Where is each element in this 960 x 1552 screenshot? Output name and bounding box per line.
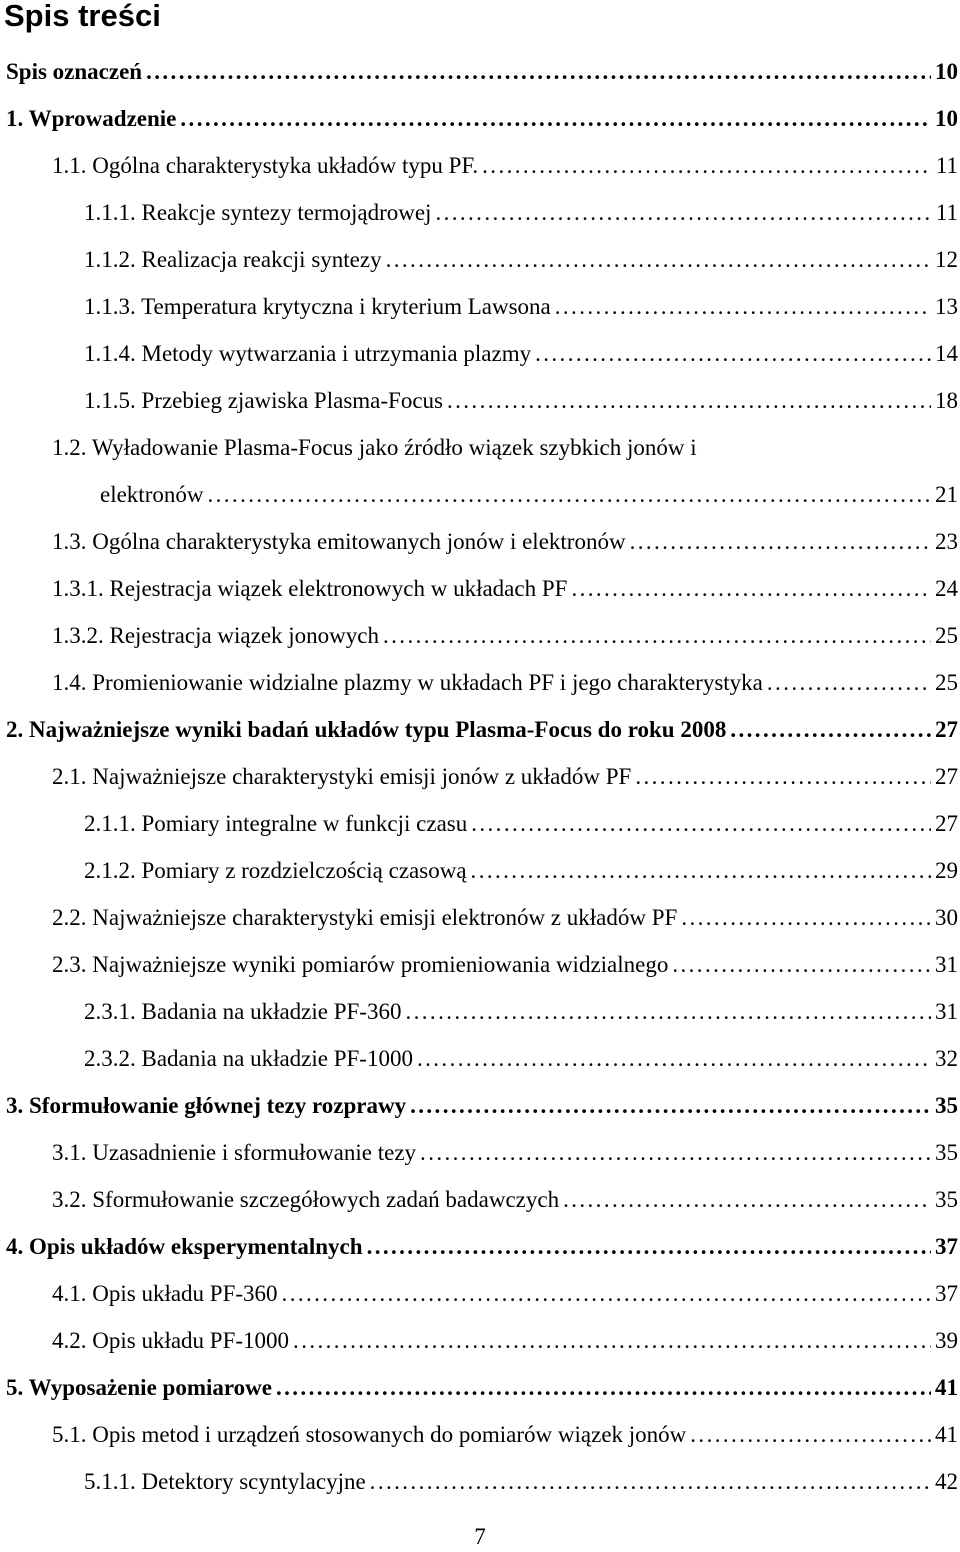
dot-leader	[690, 1420, 931, 1450]
toc-entry-title: Temperatura krytyczna i kryterium Lawsona	[135, 294, 551, 319]
toc-entry-title: Pomiary integralne w funkcji czasu	[135, 811, 468, 836]
dot-leader	[471, 856, 931, 886]
toc-entry[interactable]	[52, 1185, 960, 1215]
toc-entry-page: 32	[935, 1046, 958, 1071]
toc-entry-title: Metody wytwarzania i utrzymania plazmy	[135, 341, 532, 366]
toc-entry-number: 5.	[6, 1375, 24, 1400]
toc-entry[interactable]	[6, 715, 960, 745]
dot-leader	[410, 1091, 931, 1121]
toc-entry-number: 1.3.1.	[52, 576, 104, 601]
toc-entry-title: Detektory scyntylacyjne	[135, 1469, 366, 1494]
toc-entry[interactable]	[84, 997, 960, 1027]
toc-entry-page: 13	[935, 294, 958, 319]
dot-leader	[672, 950, 931, 980]
dot-leader	[146, 57, 931, 87]
toc-entry-title: Reakcje syntezy termojądrowej	[135, 200, 432, 225]
toc-entry-title: Sformułowanie szczegółowych zadań badawczych	[86, 1187, 560, 1212]
toc-entry-number: 1.1.2.	[84, 247, 136, 272]
toc-entry[interactable]	[84, 292, 960, 322]
toc-entry-number: 3.1.	[52, 1140, 87, 1165]
toc-entry-title: Sformułowanie głównej tezy rozprawy	[23, 1093, 407, 1118]
toc-entry[interactable]	[52, 527, 960, 557]
toc-entry-page: 39	[935, 1328, 958, 1353]
toc-entry[interactable]	[6, 1373, 960, 1403]
toc-entry-title: Badania na układzie PF-1000	[135, 1046, 413, 1071]
toc-entry-number: 3.2.	[52, 1187, 87, 1212]
toc-entry[interactable]	[52, 668, 960, 698]
toc-entry-page: 37	[935, 1281, 958, 1306]
toc-entry-page: 25	[935, 623, 958, 648]
toc-entry-title: Realizacja reakcji syntezy	[135, 247, 382, 272]
toc-entry-number: 1.1.	[52, 153, 87, 178]
toc-entry-number: 1.1.3.	[84, 294, 136, 319]
toc-entry-title: Najważniejsze charakterystyki emisji elektronów z układów PF	[86, 905, 678, 930]
toc-entry-page: 23	[935, 529, 958, 554]
toc-entry-page: 11	[935, 200, 958, 225]
toc-entry-number: 5.1.	[52, 1422, 87, 1447]
toc-entry[interactable]	[6, 104, 960, 134]
toc-entry[interactable]	[52, 1420, 960, 1450]
toc-entry[interactable]	[52, 903, 960, 933]
toc-entry[interactable]	[52, 151, 960, 181]
toc-entry-title: Spis oznaczeń	[6, 59, 143, 84]
toc-entry[interactable]	[6, 1091, 960, 1121]
toc-entry-page: 21	[935, 482, 958, 507]
toc-entry-page: 27	[935, 764, 958, 789]
toc-entry[interactable]	[84, 245, 960, 275]
toc-entry-title: Badania na układzie PF-360	[135, 999, 402, 1024]
dot-leader	[630, 527, 931, 557]
toc-entry-number: 1.3.	[52, 529, 87, 554]
toc-entry-number: 1.1.5.	[84, 388, 136, 413]
dot-leader	[681, 903, 931, 933]
dot-leader	[367, 1232, 931, 1262]
toc-entry-title: Ogólna charakterystyka emitowanych jonów i elektronów	[86, 529, 626, 554]
toc-entry[interactable]	[84, 1044, 960, 1074]
toc-entry-number: 2.2.	[52, 905, 87, 930]
toc-entry-page: 12	[935, 247, 958, 272]
toc-entry-number: 4.1.	[52, 1281, 87, 1306]
toc-entry-page: 27	[935, 717, 958, 742]
dot-leader	[405, 997, 931, 1027]
dot-leader	[207, 480, 931, 510]
toc-entry-title: Opis metod i urządzeń stosowanych do pomiarów wiązek jonów	[86, 1422, 687, 1447]
toc-entry[interactable]	[84, 339, 960, 369]
toc-entry-page: 10	[935, 106, 958, 131]
toc-entry-page: 31	[935, 999, 958, 1024]
dot-leader	[555, 292, 931, 322]
toc-entry-page: 18	[935, 388, 958, 413]
toc-entry-page: 41	[935, 1375, 958, 1400]
toc-entry[interactable]	[52, 1138, 960, 1168]
toc-entry-number: 2.	[6, 717, 24, 742]
toc-entry-title: Ogólna charakterystyka układów typu PF.	[86, 153, 479, 178]
toc-entry-number: 5.1.1.	[84, 1469, 136, 1494]
toc-entry-number: 1.	[6, 106, 24, 131]
toc-entry-page: 14	[935, 341, 958, 366]
dot-leader	[471, 809, 931, 839]
toc-entry-page: 25	[935, 670, 958, 695]
toc-entry[interactable]	[52, 1279, 960, 1309]
dot-leader	[435, 198, 931, 228]
toc-entry-page: 31	[935, 952, 958, 977]
dot-leader	[276, 1373, 931, 1403]
dot-leader	[482, 151, 932, 181]
toc-entry-title: Opis układu PF-1000	[86, 1328, 290, 1353]
toc-entry[interactable]	[84, 386, 960, 416]
toc-entry[interactable]	[84, 198, 960, 228]
toc-entry-title: Najważniejsze charakterystyki emisji jonów z układów PF	[86, 764, 632, 789]
toc-entry-title: Rejestracja wiązek elektronowych w układach PF	[103, 576, 568, 601]
toc-entry-number: 1.1.4.	[84, 341, 136, 366]
toc-entry-title: Wyładowanie Plasma-Focus jako źródło wiązek szybkich jonów i	[86, 435, 697, 460]
toc-entry-title: Promieniowanie widzialne plazmy w układach PF i jego charakterystyka	[86, 670, 763, 695]
toc-entry-page: 35	[935, 1093, 958, 1118]
dot-leader	[535, 339, 931, 369]
toc-entry-title: Pomiary z rozdzielczością czasową	[135, 858, 467, 883]
toc-entry-page: 35	[935, 1187, 958, 1212]
toc-entry-number: 2.1.	[52, 764, 87, 789]
dot-leader	[767, 668, 931, 698]
toc-entry-number: 1.4.	[52, 670, 87, 695]
dot-leader	[383, 621, 931, 651]
toc-entry-title: Najważniejsze wyniki pomiarów promieniowania widzialnego	[86, 952, 669, 977]
toc-entry-number: 1.1.1.	[84, 200, 136, 225]
dot-leader	[282, 1279, 931, 1309]
toc-entry-page: 41	[935, 1422, 958, 1447]
toc-entry[interactable]	[6, 57, 960, 87]
toc-entry[interactable]	[52, 1326, 960, 1356]
toc-entry[interactable]	[84, 809, 960, 839]
dot-leader	[447, 386, 931, 416]
toc-entry[interactable]	[6, 1232, 960, 1262]
toc-entry-number: 3.	[6, 1093, 24, 1118]
toc-entry-page: 35	[935, 1140, 958, 1165]
page-title: Spis treści	[4, 0, 161, 33]
toc-entry[interactable]	[52, 950, 960, 980]
toc-entry-title-continued: elektronów	[100, 482, 204, 507]
page-number: 7	[474, 1524, 486, 1549]
dot-leader	[730, 715, 931, 745]
toc-entry[interactable]	[52, 574, 960, 604]
dot-leader	[635, 762, 931, 792]
dot-leader	[420, 1138, 931, 1168]
toc-entry-page: 37	[935, 1234, 958, 1259]
toc-entry-number: 1.2.	[52, 435, 87, 460]
toc-entry-number: 1.3.2.	[52, 623, 104, 648]
toc-entry-title: Wprowadzenie	[23, 106, 177, 131]
toc-entry-title: Rejestracja wiązek jonowych	[103, 623, 379, 648]
toc-entry-page: 30	[935, 905, 958, 930]
toc-entry-continuation[interactable]	[100, 480, 960, 510]
dot-leader	[563, 1185, 931, 1215]
toc-entry[interactable]	[52, 621, 960, 651]
toc-entry-page: 27	[935, 811, 958, 836]
toc-entry-title: Wyposażenie pomiarowe	[23, 1375, 272, 1400]
toc-entry-title: Uzasadnienie i sformułowanie tezy	[86, 1140, 417, 1165]
toc-entry-number: 4.2.	[52, 1328, 87, 1353]
dot-leader	[417, 1044, 931, 1074]
dot-leader	[370, 1467, 931, 1497]
toc-entry-number: 2.3.1.	[84, 999, 136, 1024]
toc-entry-page: 29	[935, 858, 958, 883]
toc-entry[interactable]	[52, 762, 960, 792]
toc-entry-title: Opis układów eksperymentalnych	[23, 1234, 363, 1259]
toc-entry-number: 2.1.2.	[84, 858, 136, 883]
toc-entry-page: 11	[935, 153, 958, 178]
toc-entry-title: Przebieg zjawiska Plasma-Focus	[135, 388, 443, 413]
toc-entry-number: 2.3.2.	[84, 1046, 136, 1071]
toc-entry-page: 42	[935, 1469, 958, 1494]
dot-leader	[386, 245, 931, 275]
toc-entry-page: 24	[935, 576, 958, 601]
toc-entry-title: Opis układu PF-360	[86, 1281, 278, 1306]
toc-entry[interactable]	[84, 856, 960, 886]
toc-entry[interactable]	[84, 1467, 960, 1497]
toc-entry-number: 2.1.1.	[84, 811, 136, 836]
toc-entry-title: Najważniejsze wyniki badań układów typu Plasma-Focus do roku 2008	[23, 717, 727, 742]
dot-leader	[293, 1326, 931, 1356]
toc-entry-number: 2.3.	[52, 952, 87, 977]
toc-entry-page: 10	[935, 59, 958, 84]
dot-leader	[180, 104, 931, 134]
toc-entry[interactable]	[52, 433, 697, 463]
dot-leader	[571, 574, 931, 604]
toc-entry-number: 4.	[6, 1234, 24, 1259]
